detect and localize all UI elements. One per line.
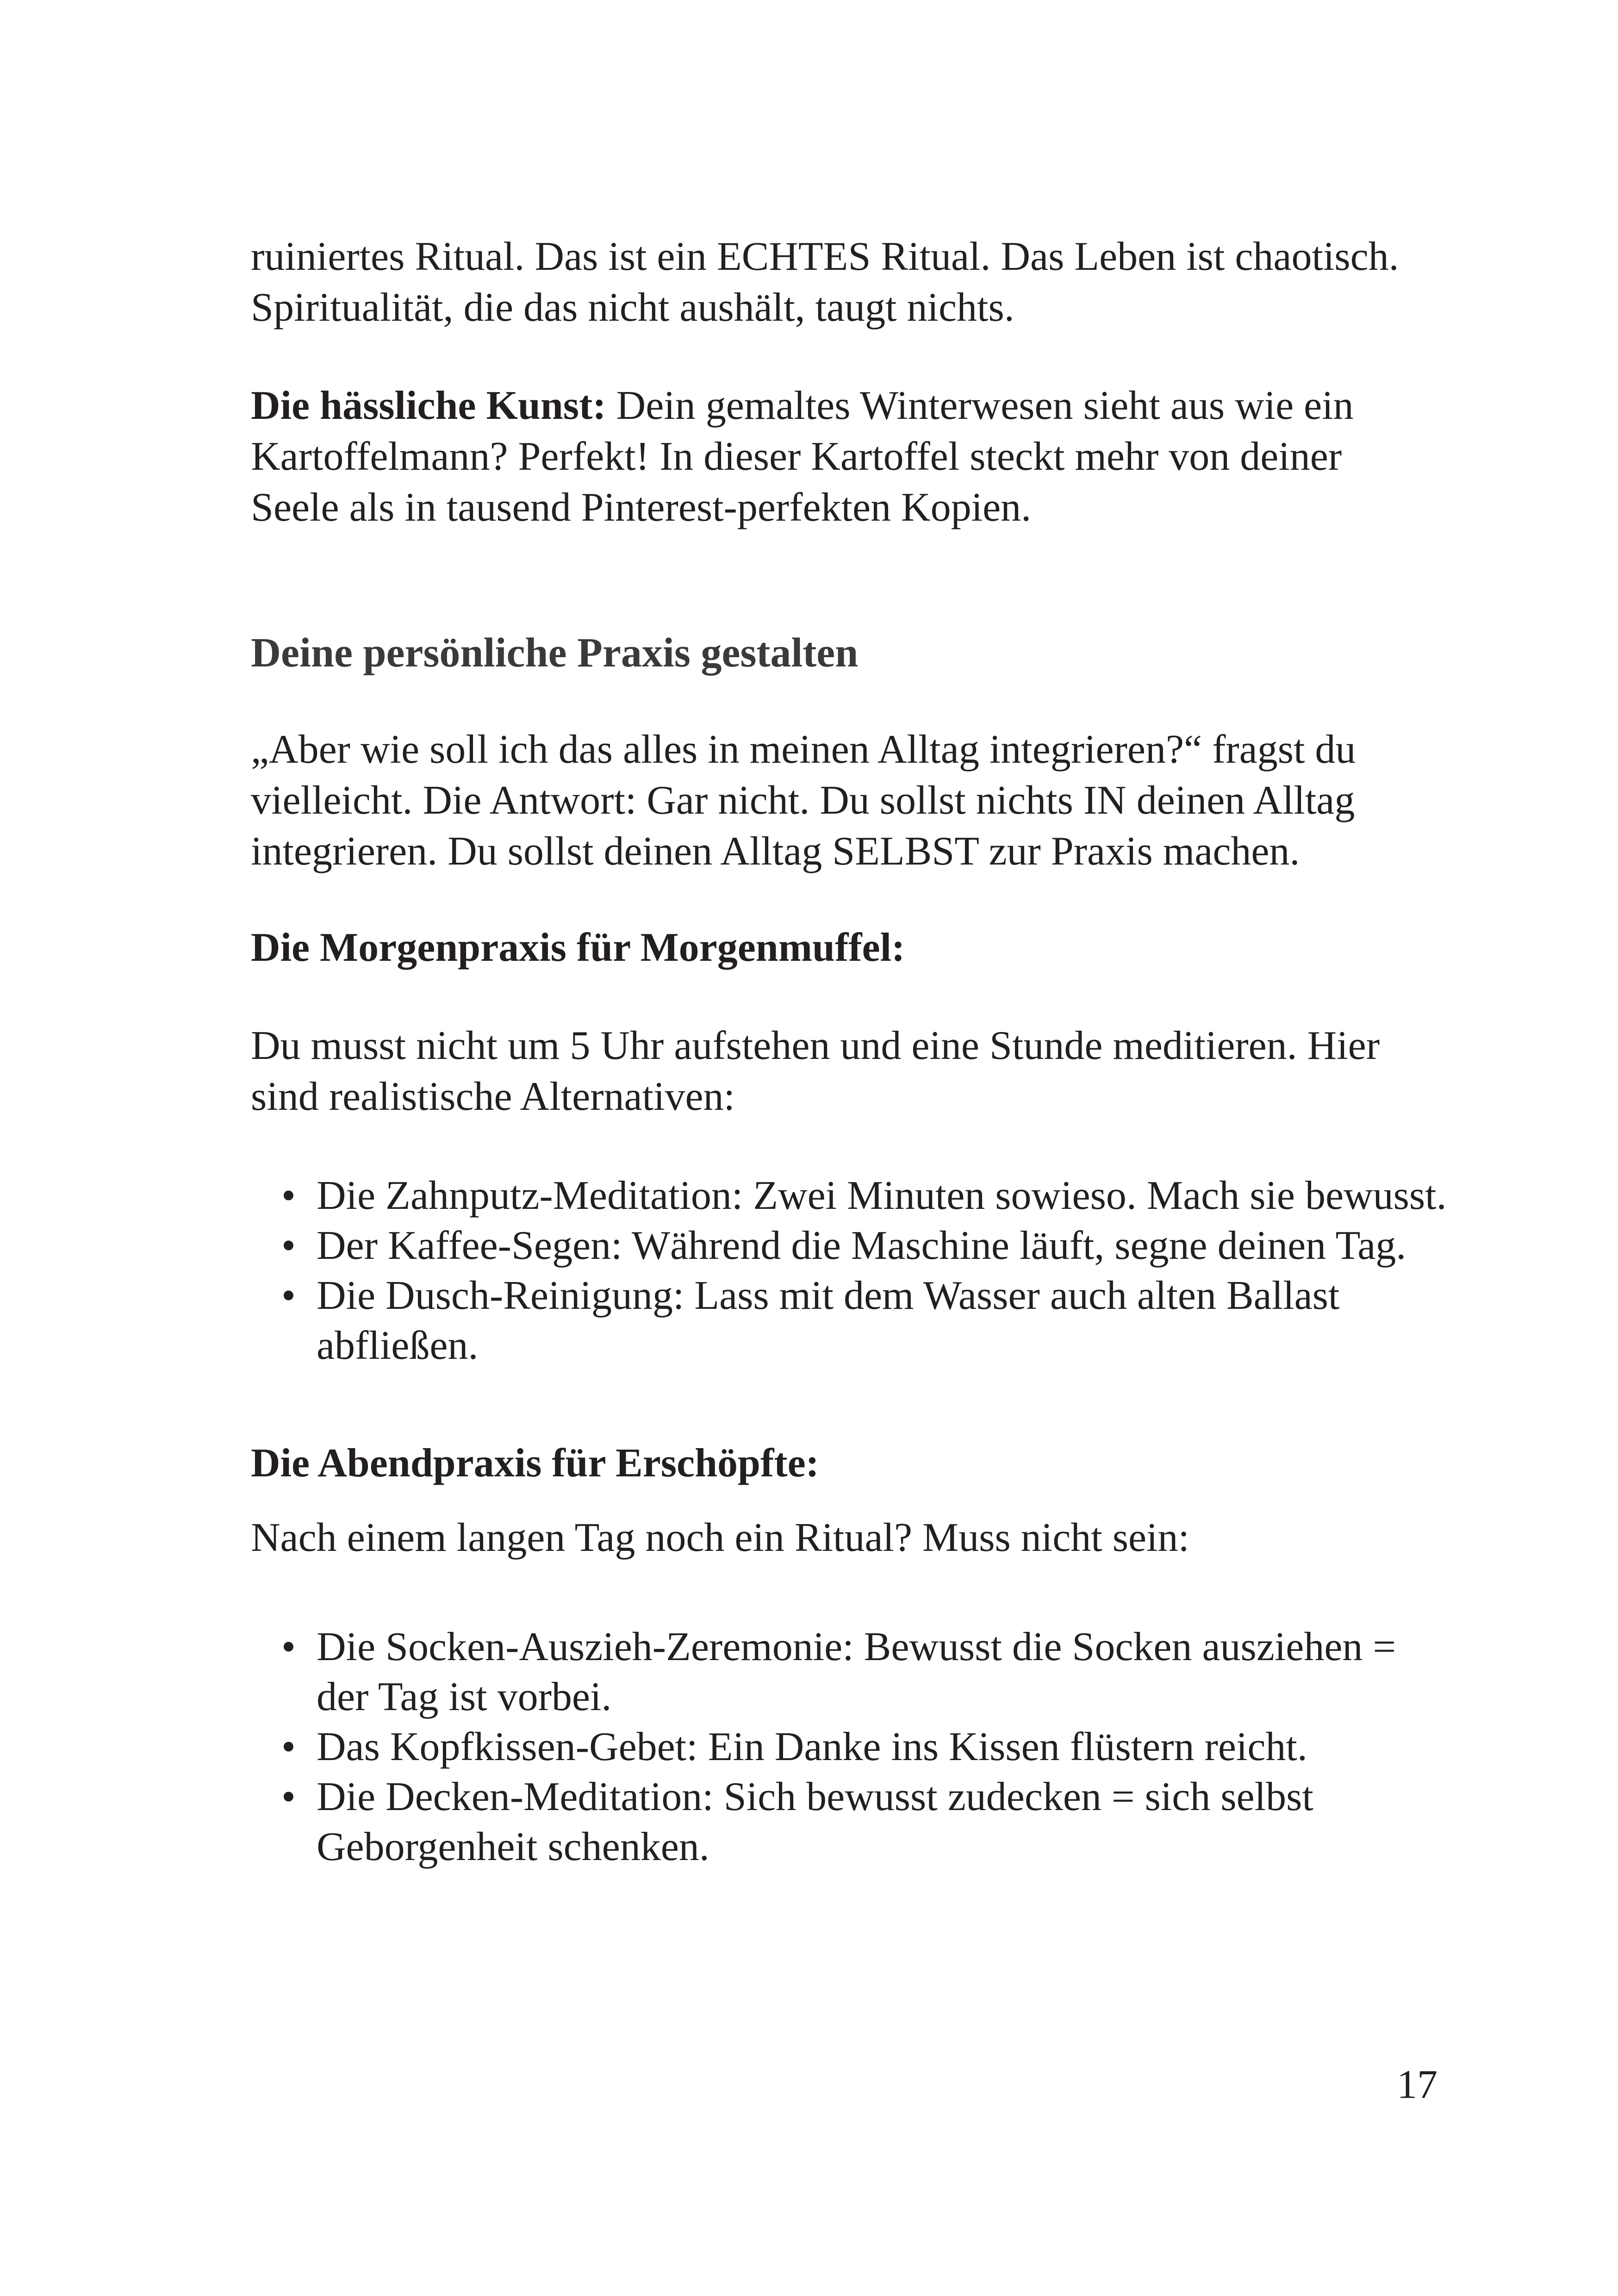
list-item-text: Der Kaffee-Segen: Während die Maschine läuft, segne deinen Tag. <box>317 1223 1406 1268</box>
paragraph-ugly-art <box>251 380 1436 533</box>
list-item-text: Die Dusch-Reinigung: Lass mit dem Wasser auch alten Ballast abfließen. <box>317 1273 1340 1368</box>
morning-practice-list <box>251 1171 1454 1371</box>
paragraph-ritual: ruiniertes Ritual. Das ist ein ECHTES Ritual. Das Leben ist chaotisch. Spiritualität, die das nicht aushält, taugt nichts. <box>251 234 1399 330</box>
bullet-icon: • <box>281 1774 296 1819</box>
bullet-icon: • <box>281 1173 296 1218</box>
list-item-text: Die Decken-Meditation: Sich bewusst zudecken = sich selbst Geborgenheit schenken. <box>317 1774 1313 1869</box>
bullet-icon: • <box>281 1223 296 1268</box>
morning-practice-heading: Die Morgenpraxis für Morgenmuffel: <box>251 925 905 970</box>
list-item-text: Die Socken-Auszieh-Zeremonie: Bewusst die Socken ausziehen = der Tag ist vorbei. <box>317 1624 1396 1719</box>
list-item <box>251 1171 1454 1221</box>
evening-practice-heading: Die Abendpraxis für Erschöpfte: <box>251 1441 819 1486</box>
ugly-art-label: Die hässliche Kunst: <box>251 383 606 428</box>
paragraph-morning-intro: Du musst nicht um 5 Uhr aufstehen und eine Stunde meditieren. Hier sind realistische Alternativen: <box>251 1023 1380 1119</box>
list-item-text: Die Zahnputz-Meditation: Zwei Minuten sowieso. Mach sie bewusst. <box>317 1173 1447 1218</box>
list-item <box>251 1221 1454 1271</box>
ugly-art-text: Dein gemaltes Winterwesen sieht aus wie ein Kartoffelmann? Perfekt! In dieser Kartoffel steckt mehr von deiner Seele als in tausend Pinterest-perfekten Kopien. <box>251 383 1354 530</box>
section-heading: Deine persönliche Praxis gestalten <box>251 630 859 676</box>
list-item-text: Das Kopfkissen-Gebet: Ein Danke ins Kissen flüstern reicht. <box>317 1724 1307 1769</box>
paragraph-evening-intro: Nach einem langen Tag noch ein Ritual? Muss nicht sein: <box>251 1515 1189 1560</box>
evening-practice-list <box>251 1622 1454 1872</box>
bullet-icon: • <box>281 1624 296 1669</box>
list-item <box>251 1772 1454 1872</box>
bullet-icon: • <box>281 1273 296 1318</box>
list-item <box>251 1271 1454 1371</box>
list-item <box>251 1622 1454 1722</box>
paragraph-integration: „Aber wie soll ich das alles in meinen Alltag integrieren?“ fragst du vielleicht. Die Antwort: Gar nicht. Du sollst nichts IN deinen Alltag integrieren. Du sollst deinen Alltag SELBST zur Praxis machen. <box>251 727 1356 874</box>
list-item <box>251 1722 1454 1772</box>
bullet-icon: • <box>281 1724 296 1769</box>
page-number: 17 <box>1397 2062 1438 2107</box>
